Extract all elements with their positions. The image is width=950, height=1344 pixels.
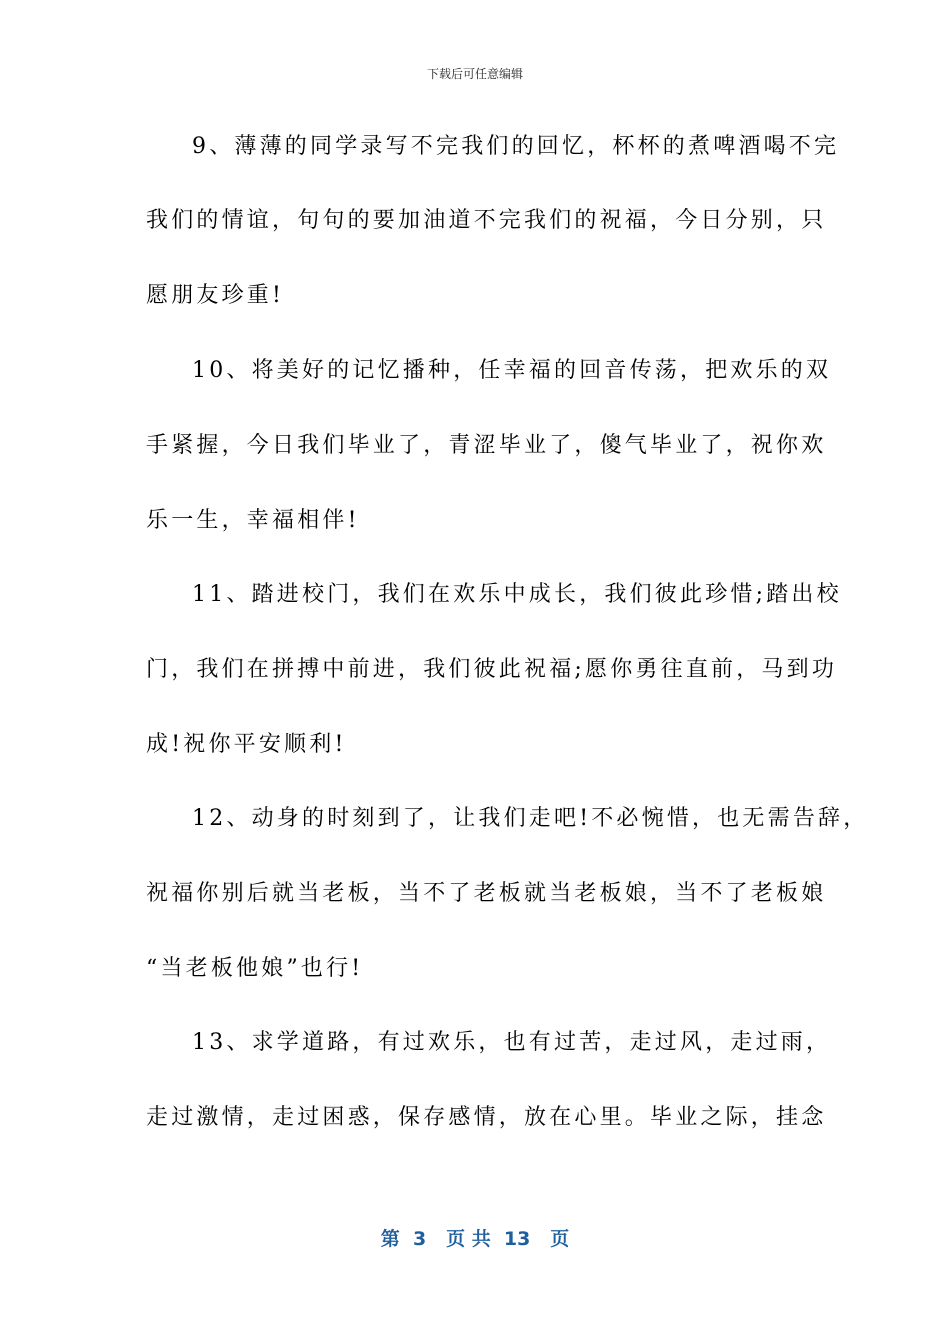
paragraph-12-line-1: 12、动身的时刻到了，让我们走吧!不必惋惜，也无需告辞， — [192, 806, 869, 831]
paragraph-12-line-2: 祝福你别后就当老板，当不了老板就当老板娘，当不了老板娘 — [146, 881, 827, 906]
paragraph-9-line-3: 愿朋友珍重! — [146, 283, 285, 308]
paragraph-11-line-1: 11、踏进校门，我们在欢乐中成长，我们彼此珍惜;踏出校 — [192, 582, 842, 607]
page-number-footer: 第 3 页 共 13 页 — [380, 1228, 570, 1250]
paragraph-9-line-2: 我们的情谊，句句的要加油道不完我们的祝福，今日分别，只 — [146, 208, 827, 233]
paragraph-12-line-3: “当老板他娘”也行! — [146, 956, 364, 981]
paragraph-11-line-2: 门，我们在拼搏中前进，我们彼此祝福;愿你勇往直前，马到功 — [146, 657, 838, 682]
paragraph-13-line-1: 13、求学道路，有过欢乐，也有过苦，走过风，走过雨， — [192, 1030, 832, 1055]
paragraph-13-line-2: 走过激情，走过困惑，保存感情，放在心里。毕业之际，挂念 — [146, 1105, 827, 1130]
paragraph-11-line-3: 成!祝你平安顺利! — [146, 732, 347, 757]
paragraph-10-line-3: 乐一生，幸福相伴! — [146, 508, 360, 533]
header-note: 下载后可任意编辑 — [426, 67, 523, 81]
paragraph-10-line-1: 10、将美好的记忆播种，任幸福的回音传荡，把欢乐的双 — [192, 358, 832, 383]
paragraph-10-line-2: 手紧握，今日我们毕业了，青涩毕业了，傻气毕业了，祝你欢 — [146, 433, 827, 458]
paragraph-9-line-1: 9、薄薄的同学录写不完我们的回忆，杯杯的煮啤酒喝不完 — [192, 134, 840, 159]
